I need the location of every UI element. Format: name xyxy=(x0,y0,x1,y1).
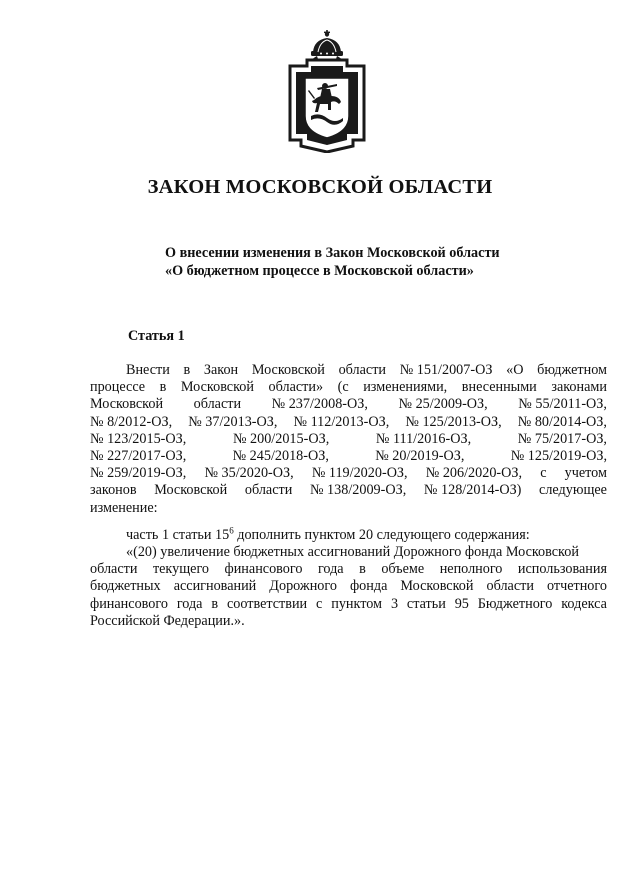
word: № 119/2020-ОЗ, xyxy=(311,465,408,482)
word: № 111/2016-ОЗ, xyxy=(375,430,472,447)
word: № 245/2018-ОЗ, xyxy=(232,448,329,465)
word: № 200/2015-ОЗ, xyxy=(232,430,330,447)
word: бюджетном xyxy=(537,362,607,378)
paragraph-line: изменение: xyxy=(90,499,158,516)
word: области xyxy=(338,362,386,378)
word: № 138/2009-ОЗ, xyxy=(309,482,407,499)
paragraph-line xyxy=(90,561,607,578)
word: процессе xyxy=(90,379,146,396)
word: области xyxy=(244,482,293,499)
word: текущего xyxy=(152,561,210,578)
word: области» xyxy=(268,379,324,396)
word: Дорожного xyxy=(269,578,337,595)
subtitle-line: О внесении изменения в Закон Московской области xyxy=(165,245,500,261)
word: финансового xyxy=(224,561,303,578)
coat-of-arms-icon xyxy=(287,28,367,153)
quote-first-line: «(20) увеличение бюджетных ассигнований Дорожного фонда Московской xyxy=(126,544,579,561)
law-subtitle xyxy=(165,244,565,280)
word: финансового xyxy=(90,595,168,612)
word: № 259/2019-ОЗ, xyxy=(90,465,187,482)
word: Закон xyxy=(203,362,239,378)
word: использования xyxy=(517,561,607,578)
word: № 112/2013-ОЗ, xyxy=(293,413,390,430)
word: Московской xyxy=(90,396,164,413)
word: фонда xyxy=(349,578,388,595)
word: изменениями, xyxy=(363,379,448,396)
paragraph-line xyxy=(90,578,607,595)
subtitle-line: «О бюджетном процессе в Московской области» xyxy=(165,263,474,279)
amendment-instruction xyxy=(90,527,607,544)
quote-last-line: Российской Федерации.». xyxy=(90,612,245,629)
word: в xyxy=(359,561,366,578)
word: № 227/2017-ОЗ, xyxy=(90,448,187,465)
article-heading: Статья 1 xyxy=(128,328,185,344)
amendment-suffix: дополнить пунктом 20 следующего содержания: xyxy=(233,526,530,543)
word: 3 xyxy=(390,595,399,612)
word: учетом xyxy=(564,465,607,482)
word: № 128/2014-ОЗ) xyxy=(423,482,522,499)
word: «О xyxy=(506,362,524,378)
word: Московской xyxy=(251,362,325,378)
word: с xyxy=(316,595,323,612)
word: Внести xyxy=(126,362,170,378)
article-body xyxy=(90,362,607,630)
word: № 8/2012-ОЗ, xyxy=(90,413,173,430)
word: года xyxy=(317,561,344,578)
quote-body xyxy=(90,561,607,613)
word: внесенными xyxy=(461,379,537,396)
paragraph-line xyxy=(90,362,607,379)
word: Московской xyxy=(180,379,254,396)
paragraph-line xyxy=(90,596,607,613)
word: (с xyxy=(337,379,349,396)
word: № 206/2020-ОЗ, xyxy=(425,465,523,482)
word: № 37/2013-ОЗ, xyxy=(188,413,278,430)
word: области xyxy=(90,561,138,578)
paragraph-line xyxy=(90,465,607,482)
word: № 25/2009-ОЗ, xyxy=(398,396,488,413)
word: неполного xyxy=(439,561,503,578)
paragraph-amendment-intro xyxy=(90,362,607,500)
word: в xyxy=(183,362,191,378)
word: № 55/2011-ОЗ, xyxy=(518,396,607,413)
word: № 151/2007-ОЗ xyxy=(399,362,493,378)
word: № 80/2014-ОЗ, xyxy=(517,413,607,430)
word: № 123/2015-ОЗ, xyxy=(90,430,187,447)
word: отчетного xyxy=(546,578,607,595)
paragraph-line xyxy=(90,431,607,448)
word: № 125/2013-ОЗ, xyxy=(405,413,502,430)
word: № 75/2017-ОЗ, xyxy=(517,430,607,447)
word: № 125/2019-ОЗ, xyxy=(510,448,607,465)
paragraph-line xyxy=(90,414,607,431)
word: Московской xyxy=(400,578,474,595)
word: ассигнований xyxy=(173,578,257,595)
amendment-prefix: часть 1 статьи 15 xyxy=(126,526,230,543)
word: Бюджетного xyxy=(477,595,553,612)
word: области xyxy=(486,578,534,595)
word: № 237/2008-ОЗ, xyxy=(271,396,368,413)
word: области xyxy=(193,396,242,413)
word: пунктом xyxy=(331,595,383,612)
paragraph-line xyxy=(90,396,607,413)
word: Московской xyxy=(154,482,228,499)
word: кодекса xyxy=(561,595,607,612)
word: следующее xyxy=(539,482,607,499)
word: № 20/2019-ОЗ, xyxy=(375,448,465,465)
paragraph-line xyxy=(90,448,607,465)
word: статьи xyxy=(406,595,446,612)
word: законами xyxy=(551,379,607,396)
word: 95 xyxy=(454,595,469,612)
word: соответствии xyxy=(226,595,308,612)
word: в xyxy=(159,379,167,396)
word: в xyxy=(211,595,219,612)
word: с xyxy=(540,465,547,482)
word: года xyxy=(176,595,203,612)
word: объеме xyxy=(381,561,425,578)
paragraph-line xyxy=(90,482,607,499)
word: № 35/2020-ОЗ, xyxy=(204,465,294,482)
law-title: ЗАКОН МОСКОВСКОЙ ОБЛАСТИ xyxy=(147,176,493,198)
word: бюджетных xyxy=(90,578,161,595)
word: законов xyxy=(90,482,137,499)
amendment-superscript: 6 xyxy=(229,525,234,536)
paragraph-line xyxy=(90,379,607,396)
